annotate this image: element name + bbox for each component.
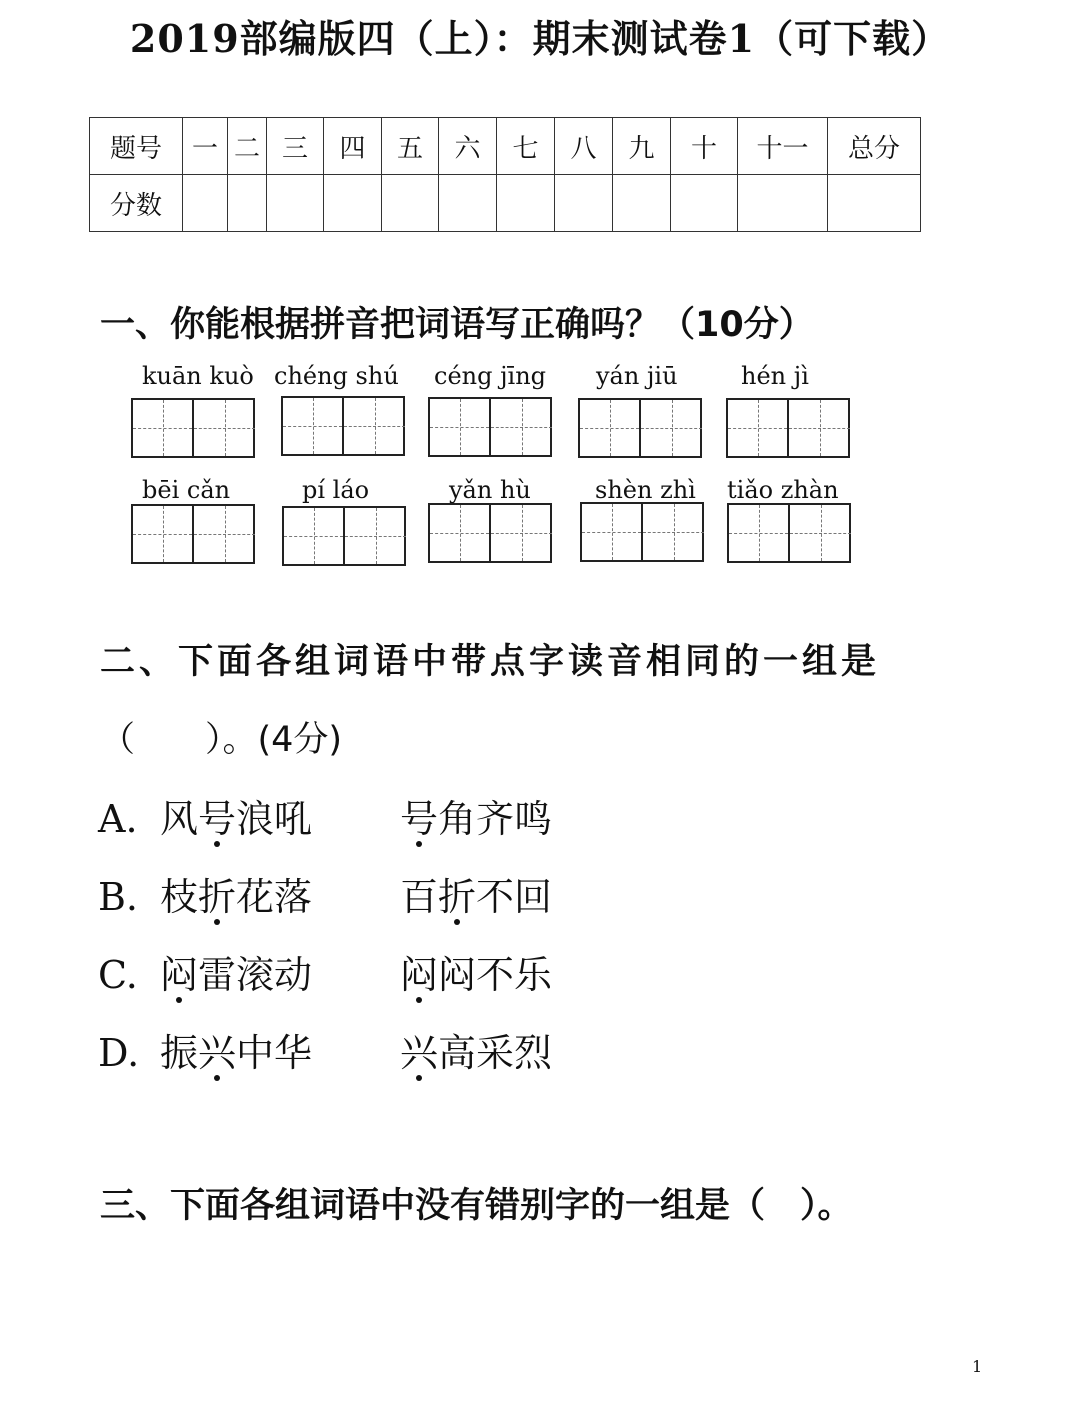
table-cell: 二 bbox=[228, 118, 267, 175]
score-input-cell[interactable] bbox=[828, 175, 921, 232]
table-cell: 九 bbox=[613, 118, 671, 175]
emphasis-dot-char: 闷 bbox=[400, 953, 439, 997]
option-word-2: 号角齐鸣 bbox=[400, 797, 553, 841]
table-cell: 三 bbox=[267, 118, 324, 175]
emphasis-dot-char: 兴 bbox=[198, 1031, 237, 1075]
emphasis-dot-char: 折 bbox=[438, 875, 477, 919]
option-c[interactable] bbox=[98, 944, 552, 999]
table-cell: 十一 bbox=[738, 118, 828, 175]
score-input-cell[interactable] bbox=[267, 175, 324, 232]
section-1-heading: 一、你能根据拼音把词语写正确吗？（10分） bbox=[100, 305, 814, 345]
option-word-1: 闷雷滚动 bbox=[160, 953, 313, 997]
option-word-2: 闷闷不乐 bbox=[400, 953, 553, 997]
writing-box[interactable] bbox=[131, 504, 255, 564]
table-cell: 七 bbox=[497, 118, 555, 175]
pinyin-label: chéng shú bbox=[274, 362, 399, 390]
section-3-heading: 三、下面各组词语中没有错别字的一组是（ ）。 bbox=[100, 1186, 853, 1226]
option-letter: D. bbox=[98, 1031, 140, 1075]
page-number: 1 bbox=[972, 1357, 983, 1376]
score-table-header-row bbox=[90, 118, 921, 175]
table-cell: 六 bbox=[439, 118, 497, 175]
score-input-cell[interactable] bbox=[671, 175, 738, 232]
pinyin-label: céng jīng bbox=[434, 362, 547, 390]
writing-box[interactable] bbox=[726, 398, 850, 458]
table-cell: 总分 bbox=[828, 118, 921, 175]
writing-box[interactable] bbox=[282, 506, 406, 566]
score-input-cell[interactable] bbox=[555, 175, 613, 232]
writing-box[interactable] bbox=[580, 502, 704, 562]
emphasis-dot-char: 闷 bbox=[160, 953, 199, 997]
writing-box[interactable] bbox=[578, 398, 702, 458]
option-word-1: 振兴中华 bbox=[160, 1031, 313, 1075]
section-2-heading: 二、下面各组词语中带点字读音相同的一组是 bbox=[100, 642, 881, 682]
option-a[interactable] bbox=[98, 788, 552, 843]
score-input-cell[interactable] bbox=[497, 175, 555, 232]
emphasis-dot-char: 号 bbox=[198, 797, 237, 841]
writing-box[interactable] bbox=[727, 503, 851, 563]
pinyin-label: kuān kuò bbox=[142, 362, 254, 390]
table-cell: 分数 bbox=[90, 175, 183, 232]
writing-box[interactable] bbox=[281, 396, 405, 456]
score-table bbox=[89, 117, 921, 232]
writing-box[interactable] bbox=[131, 398, 255, 458]
table-cell: 十 bbox=[671, 118, 738, 175]
score-input-cell[interactable] bbox=[439, 175, 497, 232]
option-letter: A. bbox=[98, 797, 138, 841]
score-input-cell[interactable] bbox=[738, 175, 828, 232]
score-table-score-row bbox=[90, 175, 921, 232]
pinyin-label: yán jiū bbox=[596, 362, 678, 390]
table-cell: 一 bbox=[183, 118, 228, 175]
option-b[interactable] bbox=[98, 866, 552, 921]
score-input-cell[interactable] bbox=[183, 175, 228, 232]
table-cell: 八 bbox=[555, 118, 613, 175]
emphasis-dot-char: 号 bbox=[400, 797, 439, 841]
table-cell: 四 bbox=[324, 118, 382, 175]
writing-box[interactable] bbox=[428, 503, 552, 563]
option-word-1: 枝折花落 bbox=[160, 875, 313, 919]
table-cell: 五 bbox=[382, 118, 439, 175]
score-input-cell[interactable] bbox=[228, 175, 267, 232]
page-title: 2019部编版四（上）：期末测试卷1（可下载） bbox=[129, 16, 951, 61]
option-letter: B. bbox=[98, 875, 139, 919]
pinyin-label: bēi cǎn bbox=[142, 476, 231, 504]
pinyin-label: pí láo bbox=[302, 476, 370, 504]
emphasis-dot-char: 折 bbox=[198, 875, 237, 919]
score-input-cell[interactable] bbox=[324, 175, 382, 232]
pinyin-label: shèn zhì bbox=[595, 476, 696, 504]
option-word-2: 兴高采烈 bbox=[400, 1031, 553, 1075]
option-word-1: 风号浪吼 bbox=[160, 797, 313, 841]
option-d[interactable] bbox=[98, 1022, 552, 1077]
section-2-heading-cont: （ ）。(4分) bbox=[100, 720, 343, 760]
score-input-cell[interactable] bbox=[613, 175, 671, 232]
pinyin-label: yǎn hù bbox=[449, 476, 531, 504]
pinyin-label: hén jì bbox=[741, 362, 809, 390]
writing-box[interactable] bbox=[428, 397, 552, 457]
table-cell: 题号 bbox=[90, 118, 183, 175]
score-input-cell[interactable] bbox=[382, 175, 439, 232]
pinyin-label: tiǎo zhàn bbox=[727, 476, 839, 504]
option-letter: C. bbox=[98, 953, 138, 997]
emphasis-dot-char: 兴 bbox=[400, 1031, 439, 1075]
option-word-2: 百折不回 bbox=[400, 875, 553, 919]
